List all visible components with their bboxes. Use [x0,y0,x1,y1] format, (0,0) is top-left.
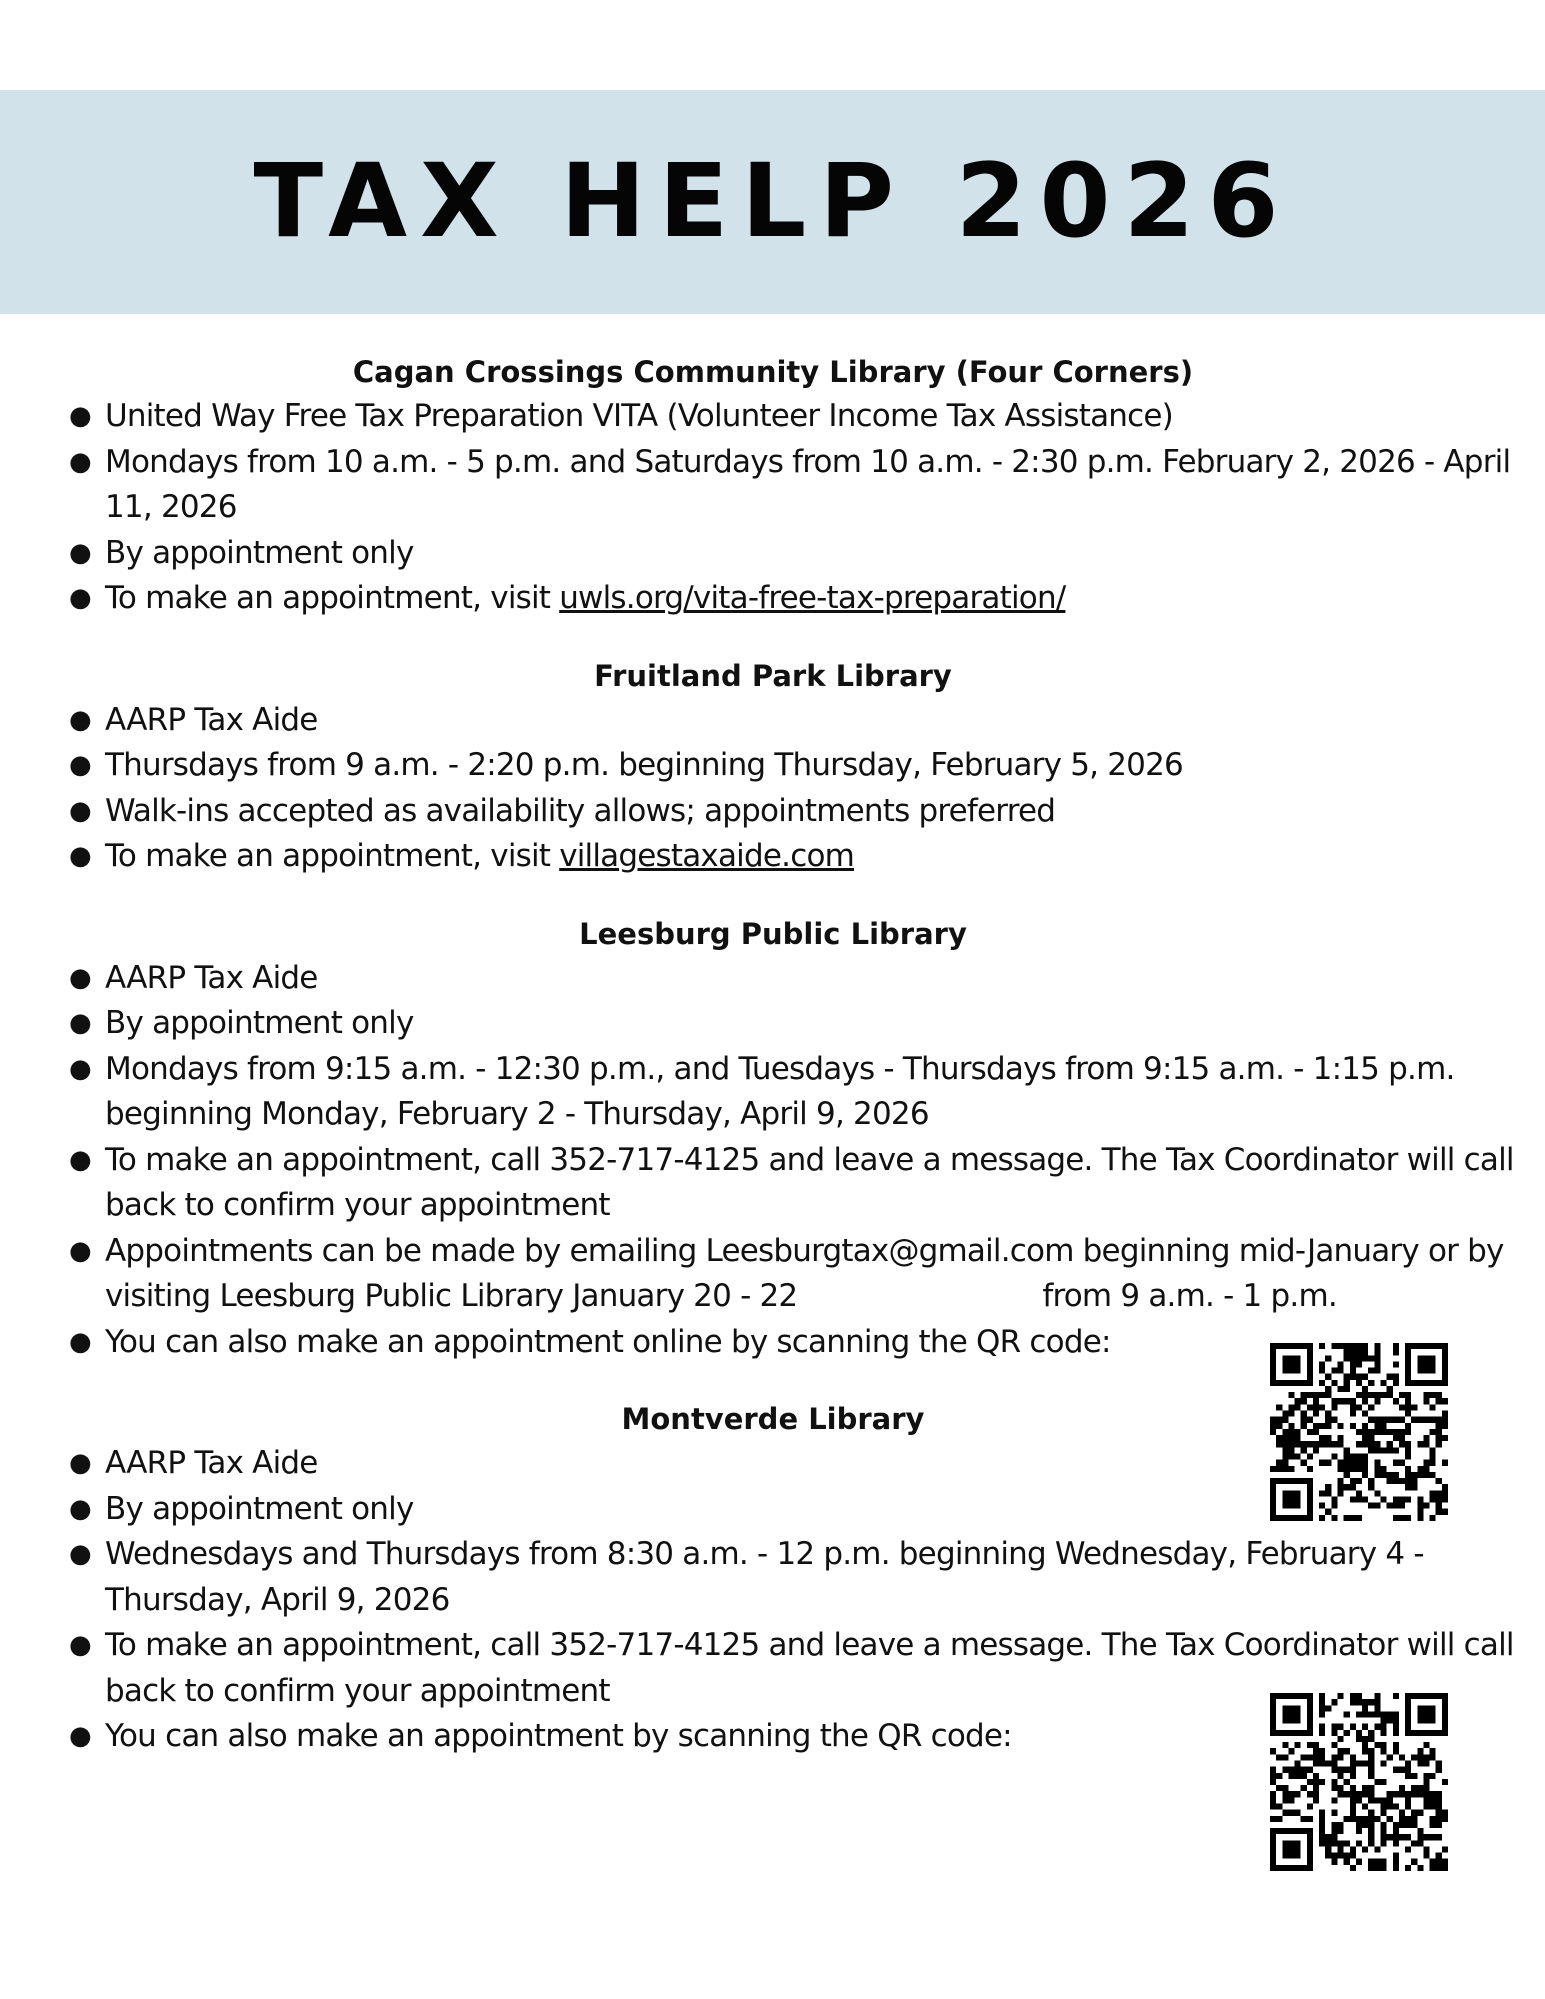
section-leesburg [63,912,1514,1366]
bullet-list [63,698,1503,880]
list-item: ● AARP Tax Aide [63,1441,1545,1487]
bullet-icon: ● [69,704,91,735]
bullet-icon: ● [69,750,91,780]
list-item: ● To make an appointment, call 352-717-4125 and leave a message. The Tax Coordinator will call back to confirm your appointment [63,1138,1545,1229]
list-item: ● By appointment only [63,1487,1545,1533]
list-item: ● Wednesdays and Thursdays from 8:30 a.m. - 12 p.m. beginning Wednesday, February 4 - Thursday, April 9, 2026 [63,1532,1545,1623]
list-item: ● By appointment only [63,531,1545,577]
section-heading: Leesburg Public Library [579,916,967,951]
page-title: TAX HELP 2026 [253,142,1292,261]
bullet-icon: ● [69,1235,91,1266]
bullet-icon: ● [69,1144,91,1175]
bullet-icon: ● [69,446,91,477]
bullet-icon: ● [69,537,91,568]
list-item: ● You can also make an appointment by scanning the QR code: [63,1714,1545,1760]
bullet-icon: ● [69,1721,91,1751]
list-item: ● Mondays from 10 a.m. - 5 p.m. and Saturdays from 10 a.m. - 2:30 p.m. February 2, 2026 - April 11, 2026 [63,440,1545,531]
bullet-icon: ● [69,1326,91,1357]
list-item: ● To make an appointment, call 352-717-4125 and leave a message. The Tax Coordinator will call back to confirm your appointment [63,1623,1545,1714]
bullet-icon: ● [69,1539,91,1569]
list-item: ● Mondays from 9:15 a.m. - 12:30 p.m., and Tuesdays - Thursdays from 9:15 a.m. - 1:15 p.m. beginning Monday, February 2 - Thursday, April 9, 2026 [63,1047,1545,1138]
list-item: ● Appointments can be made by emailing Leesburgtax@gmail.com beginning mid-January or by visiting Leesburg Public Library January 20 - 22 from 9 a.m. - 1 p.m. [63,1229,1545,1320]
bullet-icon: ● [69,962,91,993]
section-cagan-crossings [63,350,1511,622]
bullet-list [63,394,1511,622]
qr-code-icon[interactable] [1270,1343,1448,1521]
bullet-icon: ● [69,1008,91,1038]
bullet-icon: ● [69,841,91,871]
qr-code-icon[interactable] [1270,1693,1448,1871]
list-item: ● To make an appointment, visit uwls.org/vita-free-tax-preparation/ [63,576,1545,622]
list-item: ● United Way Free Tax Preparation VITA (Volunteer Income Tax Assistance) [63,394,1545,440]
main-content [63,350,1514,1760]
vita-link[interactable]: uwls.org/vita-free-tax-preparation/ [559,580,1066,616]
trailing-hours: from 9 a.m. - 1 p.m. [1042,1278,1337,1314]
section-heading: Montverde Library [621,1402,925,1436]
list-item: ● AARP Tax Aide [63,956,1545,1002]
villagestaxaide-link[interactable]: villagestaxaide.com [559,838,855,874]
title-banner [0,90,1545,314]
list-item: ● By appointment only [63,1001,1545,1047]
bullet-icon: ● [69,1493,91,1524]
section-fruitland-park [63,654,1503,880]
bullet-list [63,956,1514,1366]
bullet-icon: ● [69,795,91,826]
bullet-icon: ● [69,583,91,613]
list-item: ● Thursdays from 9 a.m. - 2:20 p.m. beginning Thursday, February 5, 2026 [63,743,1545,789]
bullet-icon: ● [69,401,91,431]
section-heading: Cagan Crossings Community Library (Four Corners) [352,355,1194,389]
list-item: ● Walk-ins accepted as availability allows; appointments preferred [63,789,1545,835]
list-item: ● You can also make an appointment online by scanning the QR code: [63,1320,1545,1366]
bullet-icon: ● [69,1053,91,1084]
list-item: ● AARP Tax Aide [63,698,1545,744]
bullet-icon: ● [69,1630,91,1660]
bullet-icon: ● [69,1448,91,1478]
list-item: ● To make an appointment, visit villagestaxaide.com [63,834,1545,880]
section-heading: Fruitland Park Library [594,658,952,693]
